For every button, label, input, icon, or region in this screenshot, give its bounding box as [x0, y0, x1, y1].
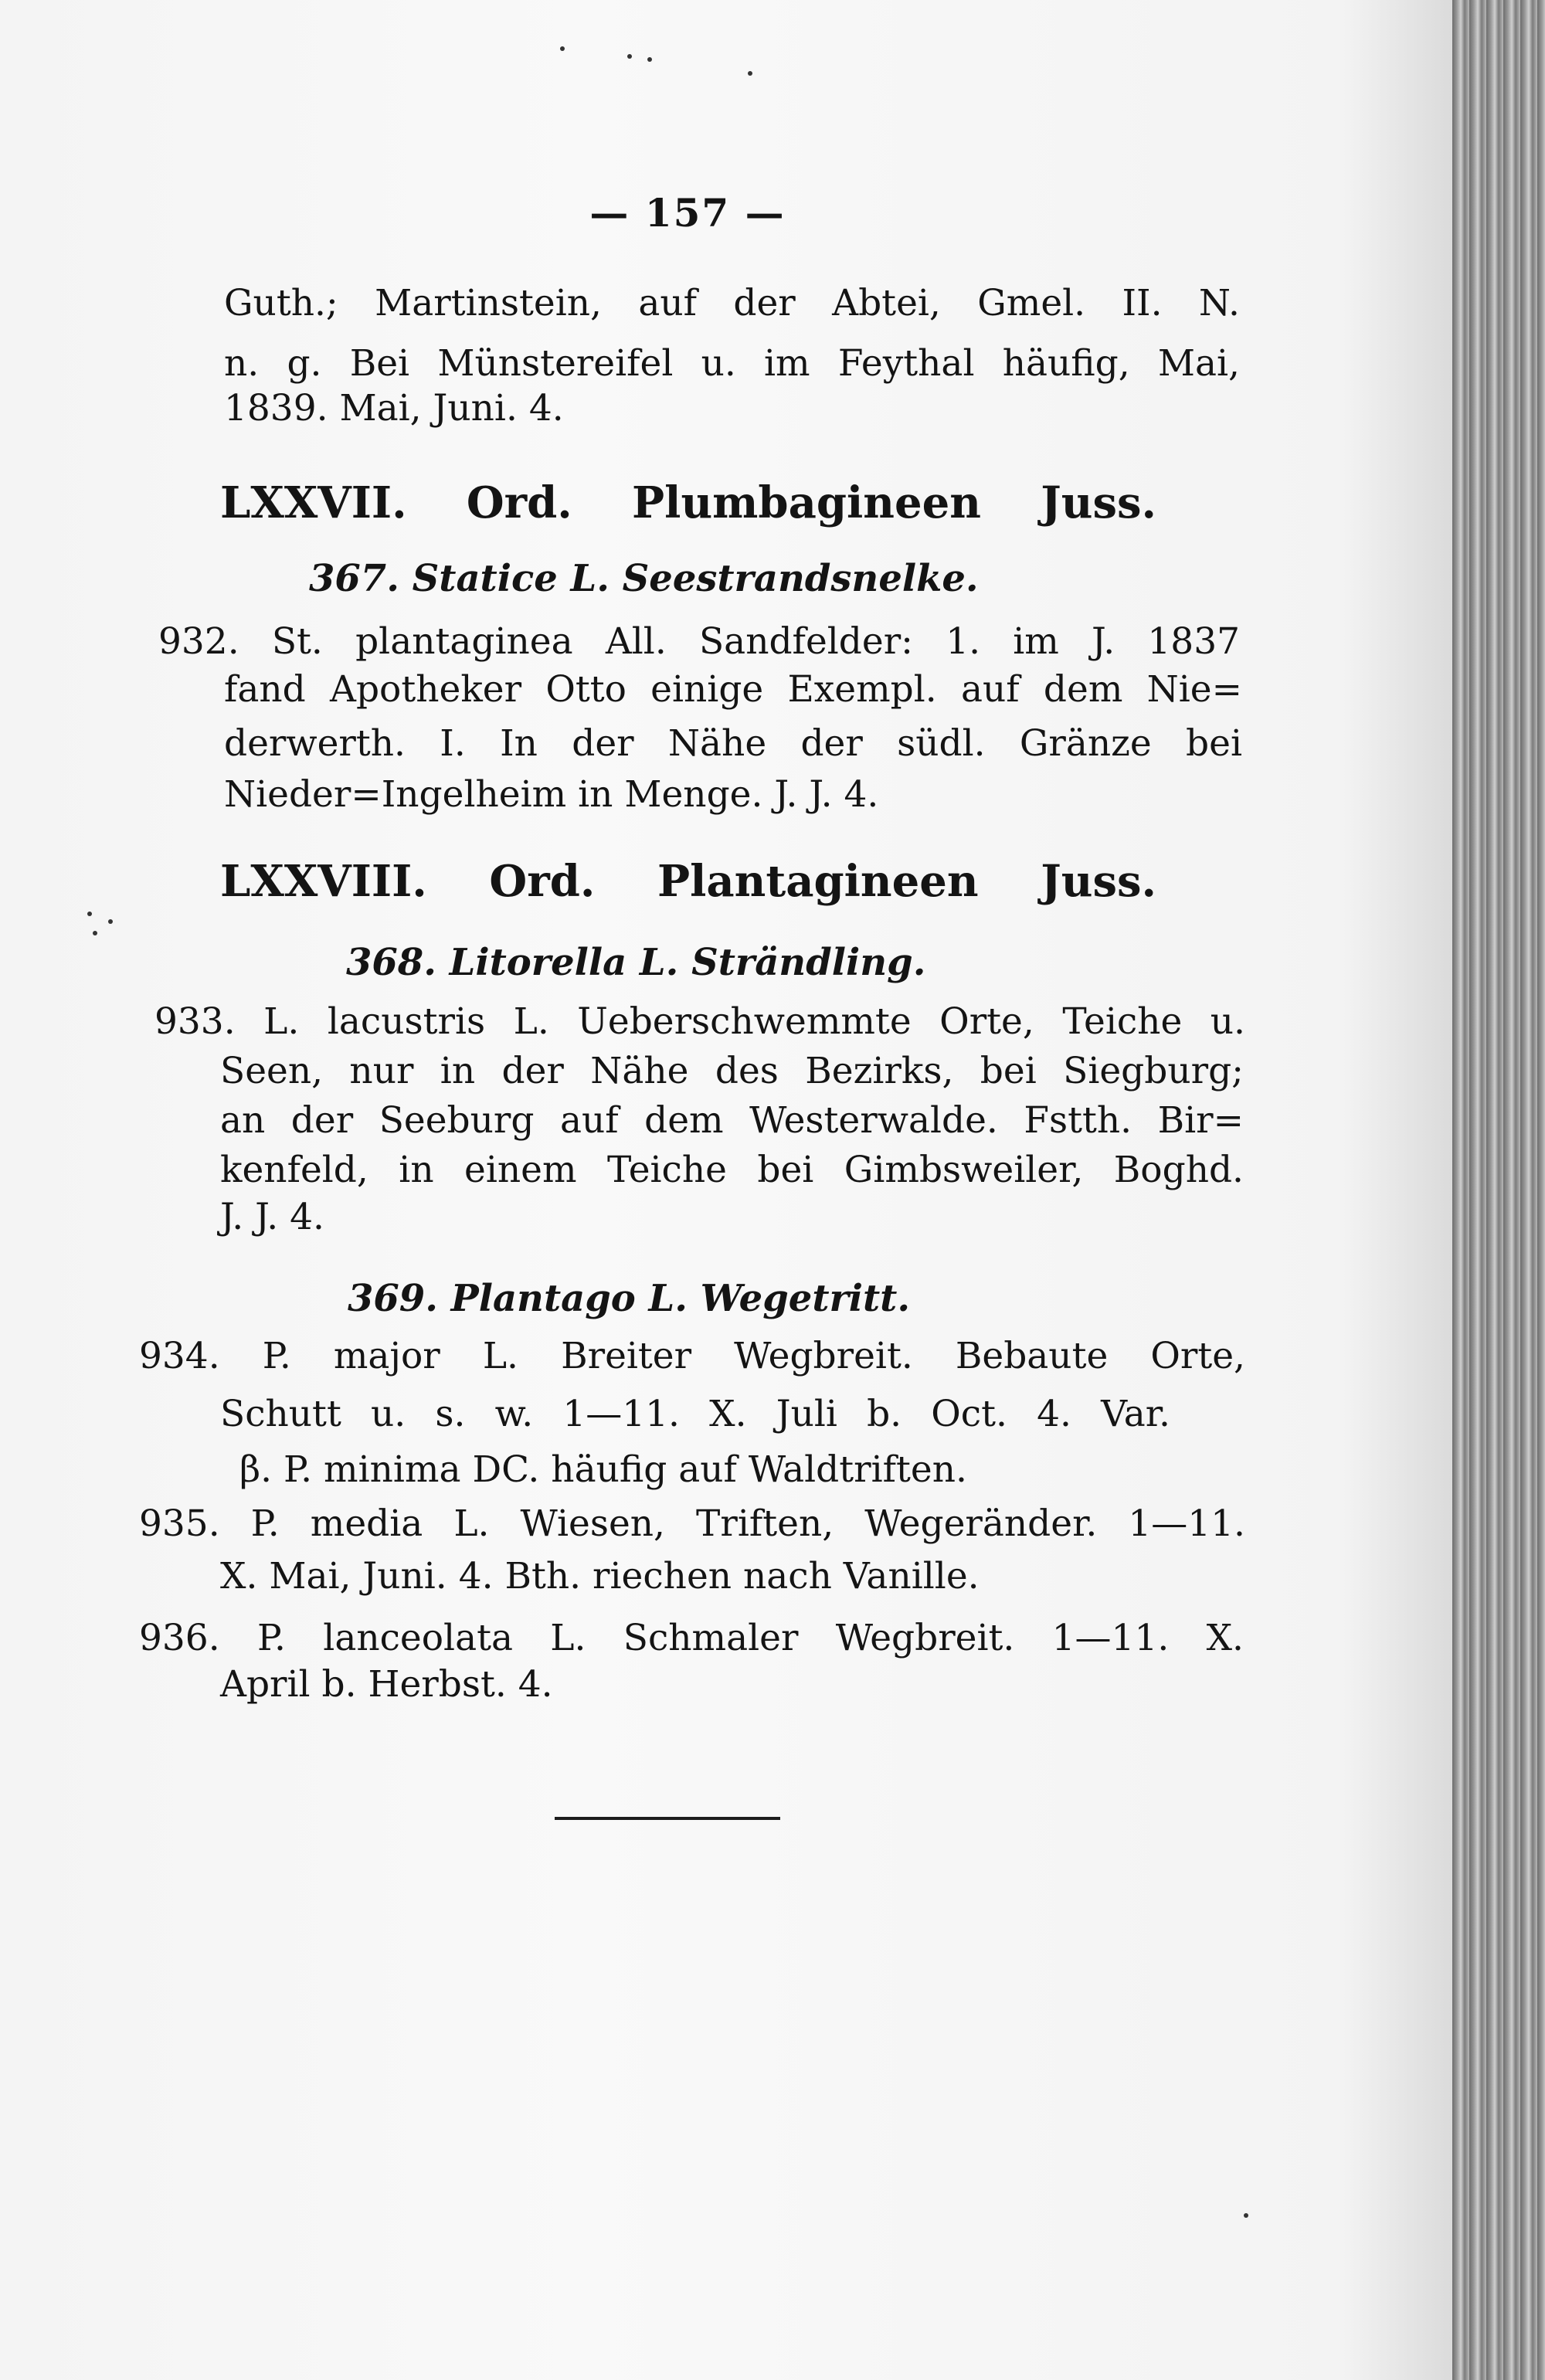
entry-line: Schutt u. s. w. 1—11. X. Juli b. Oct. 4. Var. [220, 1393, 1170, 1435]
print-speck [1244, 2213, 1248, 2218]
entry-line: 936. P. lanceolata L. Schmaler Wegbreit. 1—11. X. [139, 1617, 1244, 1659]
print-speck [87, 912, 92, 916]
entry-line: an der Seeburg auf dem Westerwalde. Fstth. Bir= [220, 1099, 1244, 1142]
genus-heading: 368. Litorella L. Strändling. [346, 941, 926, 984]
order-heading: LXXVII. Ord. Plumbagineen Juss. [220, 477, 1156, 528]
entry-line: 933. L. lacustris L. Ueberschwemmte Orte, Teiche u. [154, 1000, 1245, 1043]
print-speck [748, 71, 752, 76]
genus-heading: 369. Plantago L. Wegetritt. [348, 1277, 911, 1320]
entry-line: Nieder=Ingelheim in Menge. J. J. 4. [224, 773, 879, 816]
text-line: Guth.; Martinstein, auf der Abtei, Gmel. II. N. [224, 282, 1240, 324]
entry-line: 934. P. major L. Breiter Wegbreit. Bebaute Orte, [139, 1335, 1245, 1377]
entry-line: derwerth. I. In der Nähe der südl. Gränze bei [224, 722, 1242, 765]
text-line: n. g. Bei Münstereifel u. im Feythal häufig, Mai, [224, 342, 1240, 385]
print-speck [108, 919, 113, 924]
print-speck [647, 57, 652, 62]
entry-line: X. Mai, Juni. 4. Bth. riechen nach Vanille. [220, 1555, 980, 1597]
entry-line: April b. Herbst. 4. [220, 1663, 553, 1706]
entry-line: fand Apotheker Otto einige Exempl. auf dem Nie= [224, 668, 1242, 711]
text-line: 1839. Mai, Juni. 4. [224, 387, 564, 429]
print-speck [93, 931, 97, 935]
print-speck [627, 54, 632, 59]
entry-line: β. P. minima DC. häufig auf Waldtriften. [239, 1448, 967, 1491]
page-number: — 157 — [589, 190, 786, 236]
entry-line: kenfeld, in einem Teiche bei Gimbsweiler, Boghd. [220, 1149, 1244, 1191]
entry-line: J. J. 4. [220, 1196, 324, 1238]
entry-line: 935. P. media L. Wiesen, Triften, Wegeränder. 1—11. [139, 1502, 1245, 1545]
entry-line: 932. St. plantaginea All. Sandfelder: 1. im J. 1837 [158, 620, 1240, 663]
entry-line: Seen, nur in der Nähe des Bezirks, bei Siegburg; [220, 1050, 1244, 1092]
section-divider [555, 1817, 780, 1820]
order-heading: LXXVIII. Ord. Plantagineen Juss. [220, 856, 1156, 907]
print-speck [560, 46, 565, 51]
genus-heading: 367. Statice L. Seestrandsnelke. [309, 557, 979, 600]
page-edge [1452, 0, 1545, 2380]
